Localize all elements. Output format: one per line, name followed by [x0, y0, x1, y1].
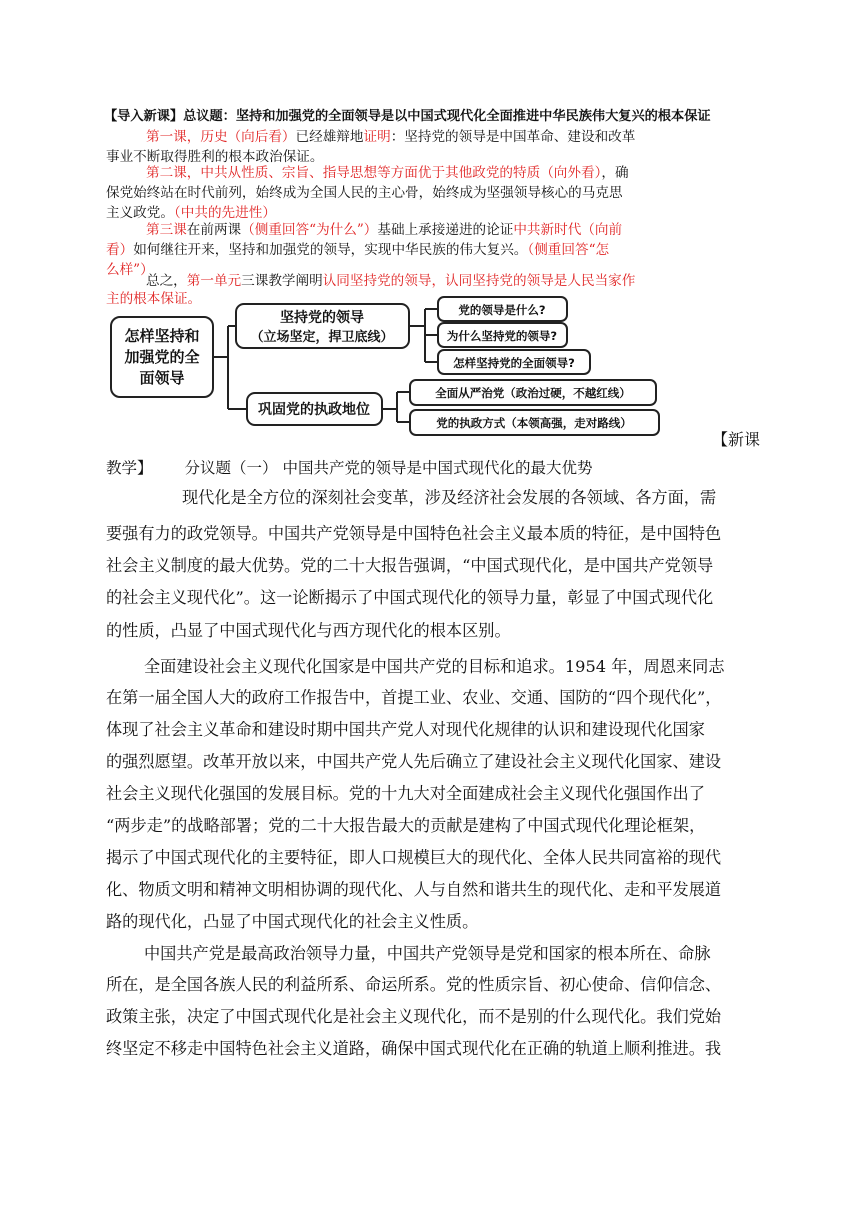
text-run: 总之， [146, 273, 187, 289]
body-line: 社会主义现代化强国的发展目标。党的十九大对全面建成社会主义现代化强国作出了 [106, 784, 705, 803]
section-title: 分议题（一） 中国共产党的领导是中国式现代化的最大优势 [184, 459, 593, 477]
body-line: 揭示了中国式现代化的主要特征，即人口规模巨大的现代化、全体人民共同富裕的现代 [106, 848, 722, 867]
root-line-3: 面领导 [139, 369, 185, 387]
text-run: 三课教学阐明 [241, 273, 323, 289]
leaf-label: 党的执政方式（本领高强，走对路线） [436, 416, 632, 430]
body-line: 的强烈愿望。改革开放以来，中国共产党人先后确立了建设社会主义现代化国家、建设 [106, 752, 722, 771]
branch1-title: 坚持党的领导 [280, 310, 364, 326]
body-line: 所在，是全国各族人民的利益所系、命运所系。党的性质宗旨、初心使命、信仰信念、 [106, 975, 722, 994]
leaf-label: 怎样坚持党的全面领导? [453, 356, 575, 370]
lesson3-label: 第三课 [146, 222, 187, 238]
body-line: 中国共产党是最高政治领导力量，中国共产党领导是党和国家的根本所在、命脉 [144, 944, 711, 963]
body-line: 路的现代化，凸显了中国式现代化的社会主义性质。 [106, 912, 479, 931]
text-run: ：坚持党的领导是中国革命、建设和改革 [390, 129, 636, 145]
text-run: 主的根本保证。 [106, 291, 202, 307]
text-run: 证明 [363, 129, 391, 145]
text-run: 基础上承接递进的论证 [377, 222, 514, 238]
text-run: 第一单元 [186, 273, 242, 289]
branch2-title: 巩固党的执政地位 [258, 402, 370, 418]
leaf-label: 全面从严治党（政治过硬，不越红线） [435, 386, 631, 400]
text-run: 已经雄辩地 [295, 129, 364, 145]
body-line: 在第一届全国人大的政府工作报告中，首提工业、农业、交通、国防的“四个现代化”， [106, 688, 722, 707]
leaf-label: 为什么坚持党的领导? [446, 329, 558, 343]
text-run: 认同坚持党的领导，认同坚持党的领导是人民当家作 [322, 273, 636, 289]
text-run: 事业不断取得胜利的根本政治保证。 [106, 149, 324, 165]
text-run: 保党始终站在时代前列，始终成为全国人民的主心骨，始终成为坚强领导核心的马克思 [106, 185, 623, 201]
text-run: ，确 [601, 165, 629, 181]
connector [409, 309, 438, 362]
lesson1-label: 第一课，历史（向后看） [146, 129, 296, 145]
text-run: 中共新时代（向前 [513, 222, 623, 238]
section-tag-a: 【新课 [712, 430, 761, 449]
lesson2-label: 第二课，中共从性质、宗旨、指导思想等方面优于其他政党的特质（向外看） [146, 165, 602, 181]
body-line: 的性质，凸显了中国式现代化与西方现代化的根本区别。 [106, 621, 511, 640]
body-line: 政策主张，决定了中国式现代化是社会主义现代化，而不是别的什么现代化。我们党始 [106, 1007, 722, 1026]
text-run: 如何继往开来，坚持和加强党的领导，实现中华民族的伟大复兴。 [133, 242, 528, 258]
root-line-1: 怎样坚持和 [124, 327, 200, 345]
body-line: 要强有力的政党领导。中国共产党领导是中国特色社会主义最本质的特征，是中国特色 [106, 524, 722, 543]
text-run: 看） [106, 242, 134, 258]
intro-heading-bracket: 【导入新课】 [104, 109, 184, 124]
section-tag-b: 教学】 [106, 459, 153, 477]
text-run: 么样”） [106, 262, 154, 278]
body-line: 化、物质文明和精神文明相协调的现代化、人与自然和谐共生的现代化、走和平发展道 [106, 880, 722, 899]
intro-heading-text: 总议题：坚持和加强党的全面领导是以中国式现代化全面推进中华民族伟大复兴的根本保证 [183, 109, 711, 124]
body-line: 社会主义制度的最大优势。党的二十大报告强调，“中国式现代化，是中国共产党领导 [106, 556, 714, 575]
section-heading [106, 456, 766, 478]
body-line: 全面建设社会主义现代化国家是中国共产党的目标和追求。1954 年，周恩来同志 [144, 657, 725, 676]
body-line: 现代化是全方位的深刻社会变革，涉及经济社会发展的各领域、各方面，需 [182, 488, 717, 507]
mind-map-diagram [0, 0, 860, 440]
root-line-2: 加强党的全 [124, 348, 200, 366]
body-line: “两步走”的战略部署；党的二十大报告最大的贡献是建构了中国式现代化理论框架， [106, 816, 706, 835]
body-line: 体现了社会主义革命和建设时期中国共产党人对现代化规律的认识和建设现代化国家 [106, 720, 705, 739]
leaf-label: 党的领导是什么? [458, 303, 546, 317]
text-run: 在前两课 [186, 222, 242, 238]
text-run: 主义政党。 [106, 205, 174, 221]
body-line: 的社会主义现代化”。这一论断揭示了中国式现代化的领导力量，彰显了中国式现代化 [106, 588, 714, 607]
text-run: （中共的先进性） [173, 205, 276, 221]
connector [213, 326, 247, 409]
connector [382, 392, 410, 422]
body-line: 终坚定不移走中国特色社会主义道路，确保中国式现代化在正确的轨道上顺利推进。我 [106, 1039, 722, 1058]
branch1-subtitle: （立场坚定，捍卫底线） [250, 330, 394, 345]
text-run: （侧重回答“为什么”） [241, 222, 378, 238]
text-run: （侧重回答“怎 [527, 242, 610, 258]
